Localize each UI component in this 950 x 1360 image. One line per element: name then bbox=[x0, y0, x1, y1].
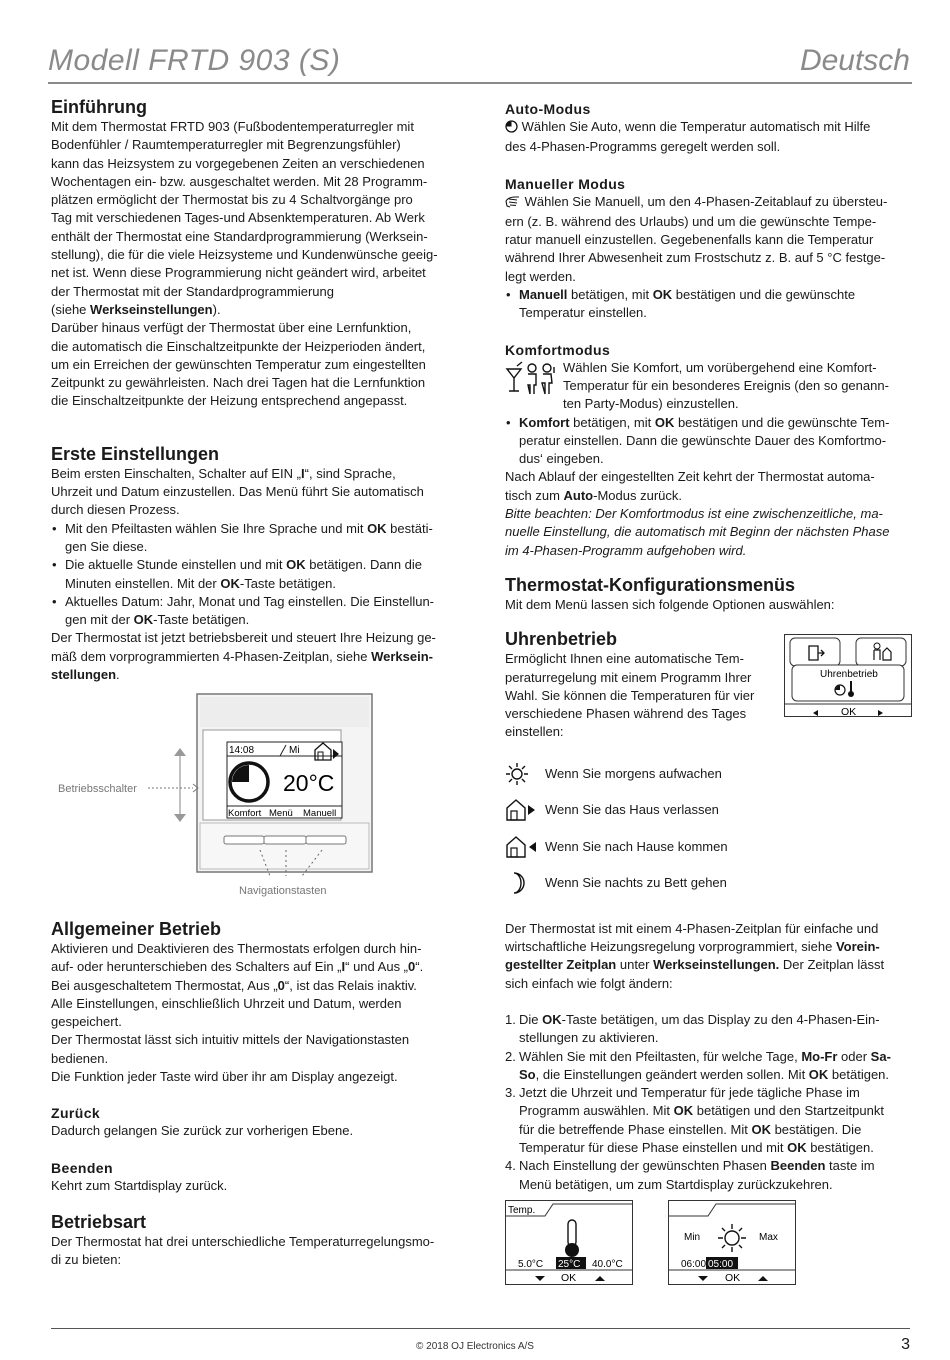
thermometer-icon bbox=[568, 1220, 576, 1246]
text-fragment: . bbox=[116, 667, 120, 683]
bold-fragment: OK bbox=[673, 1103, 694, 1119]
switch-arrow-down bbox=[174, 814, 186, 822]
steps-list bbox=[505, 1011, 905, 1194]
step-number: 4. bbox=[505, 1158, 516, 1174]
heading-komfortmodus: Komfortmodus bbox=[505, 341, 611, 358]
text-line: peraturregelung mit einem Programm Ihrer bbox=[505, 669, 752, 685]
bold-fragment: stellungen bbox=[51, 667, 117, 683]
text-line: Darüber hinaus verfügt der Thermostat über eine Lernfunktion, bbox=[51, 320, 412, 336]
text-fragment: unter bbox=[616, 957, 654, 973]
bold-fragment: OK bbox=[808, 1066, 829, 1082]
text-line: legt werden. bbox=[505, 268, 576, 284]
text-line: ratur manuell einzustellen. Gegebenenfalls kann die Temperatur bbox=[505, 232, 874, 248]
text-line: Der Thermostat hat drei unterschiedliche Temperaturregelungsmo- bbox=[51, 1233, 435, 1249]
text-line: des 4-Phasen-Programms geregelt werden soll. bbox=[505, 139, 781, 155]
erste-bullets bbox=[51, 520, 451, 630]
text-line: durch diesen Prozess. bbox=[51, 502, 180, 518]
text-line: Mit dem Thermostat FRTD 903 (Fußbodentemperaturregler mit bbox=[51, 119, 414, 134]
text-line: Der Thermostat ist jetzt betriebsbereit und steuert Ihre Heizung ge- bbox=[51, 630, 436, 646]
text-line: Bitte beachten: Der Komfortmodus ist eine zwischenzeitliche, ma- bbox=[505, 506, 883, 522]
screen-ok: OK bbox=[841, 706, 857, 718]
text-line: der Thermostat mit der Standardprogrammierung bbox=[51, 283, 334, 299]
device-top bbox=[200, 697, 369, 727]
bold-fragment: OK bbox=[787, 1139, 807, 1155]
bold-fragment: OK bbox=[652, 287, 673, 303]
text-fragment: bestätigen. bbox=[806, 1139, 874, 1155]
text-fragment: betätigen. Dann die bbox=[305, 557, 423, 573]
text-fragment: -Taste betätigen. bbox=[239, 575, 336, 591]
temp-min: 5.0°C bbox=[518, 1259, 544, 1270]
screen-tab-right bbox=[856, 638, 906, 666]
bold-fragment: Manuell bbox=[519, 287, 568, 303]
text-line: sich einfach wie folgt ändern: bbox=[505, 975, 673, 991]
temp-max: 40.0°C bbox=[592, 1259, 623, 1270]
phase-text: Wenn Sie nachts zu Bett gehen bbox=[545, 875, 727, 891]
text-fragment: betätigen. bbox=[828, 1066, 890, 1082]
bold-fragment: Beenden bbox=[770, 1158, 826, 1174]
step-number: 1. bbox=[505, 1011, 516, 1027]
text-fragment: (siehe bbox=[51, 301, 91, 317]
bold-fragment: 0 bbox=[408, 959, 416, 975]
text-line: Der Thermostat ist mit einem 4-Phasen-Zeitplan für einfache und bbox=[505, 920, 879, 936]
text-fragment: Minuten einstellen. Mit der bbox=[65, 575, 221, 591]
text-fragment: “ und Aus „ bbox=[345, 959, 409, 975]
text-fragment: betätigen, mit bbox=[569, 414, 655, 430]
bold-fragment: Werksein- bbox=[371, 648, 433, 664]
text-fragment: -Modus zurück. bbox=[593, 487, 682, 503]
screen-time: 14:08 bbox=[229, 745, 255, 756]
text-line: um ein Erreichen der gewünschten Temperatur zum eingestellten bbox=[51, 356, 426, 372]
text-fragment: für die betreffende Phase einstellen. Mit bbox=[519, 1121, 752, 1137]
text-fragment: dus‘ eingeben. bbox=[519, 451, 604, 467]
footer-rule bbox=[51, 1328, 910, 1329]
text-line: Wochentagen ein- bzw. ausgeschaltet werden. Mit 28 Programm- bbox=[51, 173, 428, 189]
device-buttons-area bbox=[200, 823, 369, 869]
text-line: Kehrt zum Startdisplay zurück. bbox=[51, 1177, 228, 1193]
text-fragment: Wählen Sie Manuell, um den 4-Phasen-Zeitablauf zu übersteu- bbox=[521, 193, 888, 209]
nav-button-middle bbox=[264, 836, 306, 844]
step-number: 3. bbox=[505, 1085, 516, 1101]
time-min-label: Min bbox=[684, 1232, 701, 1243]
text-fragment: Temperatur für diese Phase einstellen und mit bbox=[519, 1139, 788, 1155]
bold-fragment: I bbox=[301, 465, 305, 481]
nav-button-right bbox=[306, 836, 346, 844]
text-fragment: Aktuelles Datum: Jahr, Monat und Tag einstellen. Die Einstellun- bbox=[65, 593, 435, 609]
text-line: Bodenfühler / Raumtemperaturregler mit Begrenzungsfühler) bbox=[51, 137, 401, 153]
list-item bbox=[51, 556, 451, 593]
heading-manueller-modus: Manueller Modus bbox=[505, 175, 626, 192]
heading-zurueck: Zurück bbox=[51, 1105, 101, 1122]
text-fragment: mäß dem vorprogrammierten 4-Phasen-Zeitplan, siehe bbox=[51, 648, 372, 664]
bold-fragment: gestellter Zeitplan bbox=[505, 957, 617, 973]
text-fragment: -Taste betätigen, um das Display zu den 4-Phasen-Ein- bbox=[561, 1011, 880, 1027]
text-line: Alle Einstellungen, einschließlich Uhrzeit und Datum, werden bbox=[51, 995, 402, 1011]
phase-row bbox=[505, 865, 905, 902]
text-line: Ermöglicht Ihnen eine automatische Tem- bbox=[505, 651, 744, 667]
text-fragment: Die bbox=[519, 1011, 543, 1027]
einfuehrung-text bbox=[51, 118, 451, 411]
text-line bbox=[51, 977, 451, 995]
text-fragment: Die aktuelle Stunde einstellen und mit bbox=[65, 557, 287, 573]
phase-list bbox=[505, 756, 905, 902]
page-number: 3 bbox=[901, 1336, 910, 1353]
erste-text bbox=[51, 465, 451, 685]
text-fragment: Der Zeitplan lässt bbox=[779, 957, 885, 973]
text-line: Dadurch gelangen Sie zurück zur vorherigen Ebene. bbox=[51, 1123, 354, 1139]
bold-fragment: OK bbox=[542, 1011, 562, 1027]
bold-fragment: Komfort bbox=[519, 414, 570, 430]
text-line bbox=[51, 301, 451, 319]
phase-text: Wenn Sie morgens aufwachen bbox=[545, 765, 722, 781]
text-line: bedienen. bbox=[51, 1050, 109, 1066]
text-line: stellung), die für die viele Heizsysteme und Kundenwünsche geeig- bbox=[51, 247, 438, 263]
time-max-label: Max bbox=[759, 1232, 778, 1243]
text-fragment: betätigen, mit bbox=[567, 287, 653, 303]
bold-fragment: Sa- bbox=[870, 1048, 891, 1064]
text-line: ern (z. B. während des Urlaubs) und um die gewünschte Tempe- bbox=[505, 213, 877, 229]
heading-konfigurationsmenues: Thermostat-Konfigurationsmenüs bbox=[505, 574, 796, 595]
screen-day: Mi bbox=[289, 745, 300, 756]
switch-arrow-up bbox=[174, 748, 186, 756]
left-column bbox=[51, 96, 451, 684]
text-line: Mit dem Menü lassen sich folgende Optionen auswählen: bbox=[505, 596, 835, 612]
screen-menu-komfort: Komfort bbox=[228, 808, 262, 819]
screen-label: Uhrenbetrieb bbox=[820, 669, 878, 680]
text-fragment: ). bbox=[212, 301, 221, 317]
text-fragment: “, ist das Relais inaktiv. bbox=[284, 977, 417, 993]
temp-screen bbox=[505, 1200, 633, 1286]
screen-ok: OK bbox=[725, 1272, 741, 1284]
text-line: einstellen: bbox=[505, 724, 564, 740]
text-fragment: Wählen Sie Auto, wenn die Temperatur automatisch mit Hilfe bbox=[518, 119, 871, 134]
bold-fragment: So bbox=[519, 1066, 536, 1082]
text-line: die automatisch die Einschaltzeitpunkte der Heizperioden ändert, bbox=[51, 338, 426, 354]
screen-menu-menue: Menü bbox=[269, 808, 293, 819]
text-fragment: Beim ersten Einschalten, Schalter auf EIN „ bbox=[51, 465, 302, 481]
text-line: gespeichert. bbox=[51, 1014, 122, 1030]
text-line: Zeitpunkt zu gewährleisten. Nach drei Tagen hat die Lernfunktion bbox=[51, 375, 426, 391]
phase-row bbox=[505, 792, 905, 829]
bold-fragment: Werkseinstellungen. bbox=[653, 957, 780, 973]
list-item bbox=[51, 593, 451, 630]
text-fragment: auf- oder herunterschieben des Schalters auf Ein „ bbox=[51, 959, 342, 975]
list-item bbox=[505, 1157, 905, 1194]
text-fragment: gen Sie diese. bbox=[65, 538, 148, 554]
text-fragment: bestäti- bbox=[386, 520, 433, 536]
text-line: Tag mit verschiedenen Tages-und Absenktemperaturen. Ab Werk bbox=[51, 210, 425, 226]
heading-auto-modus: Auto-Modus bbox=[505, 101, 591, 117]
time-value: 05:00 bbox=[708, 1259, 734, 1270]
text-line bbox=[51, 648, 451, 666]
list-item bbox=[505, 1048, 905, 1085]
text-fragment: Jetzt die Uhrzeit und Temperatur für jede tägliche Phase im bbox=[519, 1085, 860, 1101]
bold-fragment: OK bbox=[367, 520, 387, 536]
bold-fragment: OK bbox=[654, 414, 675, 430]
text-fragment: stellungen zu aktivieren. bbox=[519, 1030, 659, 1046]
text-fragment: tisch zum bbox=[505, 487, 564, 503]
text-line bbox=[51, 666, 451, 684]
bold-fragment: Mo-Fr bbox=[801, 1048, 838, 1064]
text-line: im 4-Phasen-Programm aufgehoben wird. bbox=[505, 542, 747, 558]
moon-icon bbox=[505, 871, 545, 895]
text-fragment: “. bbox=[415, 959, 424, 975]
screen-temperature: 20°C bbox=[283, 770, 335, 796]
text-fragment: bestätigen. Die bbox=[770, 1121, 862, 1137]
text-line bbox=[505, 956, 905, 974]
text-line: Der Thermostat lässt sich intuitiv mittels der Navigationstasten bbox=[51, 1032, 410, 1048]
label-navigationstasten: Navigationstasten bbox=[239, 885, 327, 897]
list-item bbox=[51, 520, 451, 557]
text-line: nuelle Einstellung, die automatisch mit Beginn der nächsten Phase bbox=[505, 524, 890, 540]
heading-erste-einstellungen: Erste Einstellungen bbox=[51, 443, 220, 464]
phase-row bbox=[505, 756, 905, 793]
come-home-icon bbox=[505, 835, 545, 859]
list-item bbox=[505, 286, 905, 323]
text-fragment: Menü betätigen, um zum Startdisplay zurückzukehren. bbox=[519, 1176, 833, 1192]
list-item bbox=[505, 414, 905, 469]
heading-allgemeiner-betrieb: Allgemeiner Betrieb bbox=[51, 919, 222, 939]
party-icon bbox=[505, 361, 561, 400]
bold-fragment: I bbox=[341, 959, 346, 975]
text-line: Nach Ablauf der eingestellten Zeit kehrt der Thermostat automa- bbox=[505, 469, 875, 485]
text-fragment: Programm auswählen. Mit bbox=[519, 1103, 674, 1119]
bold-fragment: Werkseinstellungen bbox=[90, 301, 213, 317]
footer-copyright: © 2018 OJ Electronics A/S bbox=[416, 1341, 534, 1352]
plan-text bbox=[505, 920, 905, 993]
text-line: kann das Heizsystem zu vorgegebenen Zeiten an verschiedenen bbox=[51, 155, 425, 171]
sun-icon bbox=[505, 762, 545, 786]
clock-icon bbox=[505, 120, 518, 138]
hand-icon bbox=[505, 195, 521, 213]
text-fragment: “, sind Sprache, bbox=[304, 465, 396, 481]
header-language: Deutsch bbox=[799, 44, 910, 77]
heading-uhrenbetrieb: Uhrenbetrieb bbox=[505, 629, 618, 650]
text-fragment: taste im bbox=[825, 1158, 875, 1174]
bold-fragment: OK bbox=[133, 612, 154, 628]
text-fragment: gen mit der bbox=[65, 612, 134, 628]
text-line: Wählen Sie Komfort, um vorübergehend eine Komfort- bbox=[563, 359, 877, 375]
text-line bbox=[505, 938, 905, 956]
text-line bbox=[505, 487, 905, 505]
text-fragment: wirtschaftliche Heizungsregelung vorprogrammiert, siehe bbox=[505, 939, 836, 955]
thermometer-bulb bbox=[848, 691, 854, 697]
text-line: ten Party-Modus) einzustellen. bbox=[563, 396, 739, 412]
text-line: di zu bieten: bbox=[51, 1252, 122, 1268]
time-start: 06:00 bbox=[681, 1259, 707, 1270]
text-line bbox=[505, 118, 905, 138]
text-fragment: Bei ausgeschaltetem Thermostat, Aus „ bbox=[51, 977, 278, 993]
uhrenbetrieb-screen bbox=[784, 634, 912, 718]
screen-ok: OK bbox=[561, 1272, 577, 1284]
bold-fragment: OK bbox=[220, 575, 240, 591]
text-fragment: Wählen Sie mit den Pfeiltasten, für welche Tage, bbox=[519, 1048, 802, 1064]
text-line: Uhrzeit und Datum einzustellen. Das Menü führt Sie automatisch bbox=[51, 484, 424, 500]
bold-fragment: 0 bbox=[277, 977, 285, 993]
screen-tab-left bbox=[790, 638, 840, 666]
komfort-bullets bbox=[505, 414, 905, 469]
left-column-lower bbox=[51, 918, 451, 1270]
text-fragment: Temperatur einstellen. bbox=[519, 305, 647, 321]
text-fragment: bestätigen und die gewünschte bbox=[672, 287, 856, 303]
list-item bbox=[505, 1084, 905, 1157]
phase-row bbox=[505, 829, 905, 866]
header-title: Modell FRTD 903 (S) bbox=[48, 44, 341, 77]
text-line bbox=[51, 958, 451, 976]
bold-fragment: OK bbox=[286, 557, 306, 573]
heading-betriebsart: Betriebsart bbox=[51, 1211, 147, 1232]
text-line: verschiedene Phasen während des Tages bbox=[505, 706, 747, 722]
text-line: net ist. Wenn diese Programmierung nicht geändert wird, arbeitet bbox=[51, 265, 426, 281]
phase-text: Wenn Sie das Haus verlassen bbox=[545, 802, 719, 818]
bold-fragment: Vorein- bbox=[835, 939, 880, 955]
heading-beenden: Beenden bbox=[51, 1159, 113, 1176]
text-line: plätzen ermöglicht der Thermostat bis zu 4 Schaltvorgänge pro bbox=[51, 192, 413, 208]
bold-fragment: Auto bbox=[563, 487, 594, 503]
text-line bbox=[51, 465, 451, 483]
temp-value: 25°C bbox=[558, 1259, 581, 1270]
manuell-bullets bbox=[505, 286, 905, 323]
label-betriebsschalter: Betriebsschalter bbox=[58, 783, 137, 795]
thermometer-bulb bbox=[565, 1243, 579, 1257]
text-fragment: , die Einstellungen geändert werden sollen. Mit bbox=[535, 1066, 809, 1082]
time-screen bbox=[668, 1200, 796, 1286]
text-line: Aktivieren und Deaktivieren des Thermostats erfolgen durch hin- bbox=[51, 941, 422, 956]
text-line: enthält der Thermostat eine Standardprogrammierung (Werksein- bbox=[51, 228, 428, 244]
text-fragment: Mit den Pfeiltasten wählen Sie Ihre Sprache und mit bbox=[65, 520, 368, 536]
text-fragment: Nach Einstellung der gewünschten Phasen bbox=[519, 1158, 771, 1174]
text-line: die Einschaltzeitpunkte der Heizung entsprechend angepasst. bbox=[51, 393, 408, 409]
thermostat-drawing bbox=[50, 690, 450, 900]
text-fragment: oder bbox=[837, 1048, 871, 1064]
screen-menu-manuell: Manuell bbox=[303, 808, 337, 819]
text-line: Temperatur für ein besonderes Ereignis (den so genann- bbox=[563, 377, 889, 393]
text-fragment: betätigen und den Startzeitpunkt bbox=[693, 1103, 884, 1119]
text-line: Wahl. Sie können die Temperaturen für vier bbox=[505, 687, 755, 703]
thermostat-illustration bbox=[50, 690, 450, 900]
text-line: Die Funktion jeder Taste wird über ihr am Display angezeigt. bbox=[51, 1069, 398, 1085]
text-fragment: -Taste betätigen. bbox=[153, 612, 250, 628]
bold-fragment: OK bbox=[751, 1121, 771, 1137]
komfort-intro bbox=[505, 359, 905, 414]
phase-text: Wenn Sie nach Hause kommen bbox=[545, 838, 728, 854]
nav-button-left bbox=[224, 836, 264, 844]
text-line: während Ihrer Abwesenheit zum Frostschutz z. B. auf 5 °C festge- bbox=[505, 250, 886, 266]
text-fragment: peratur einstellen. Dann die gewünschte Dauer des Komfortmo- bbox=[519, 432, 887, 448]
step-number: 2. bbox=[505, 1048, 516, 1064]
leave-home-icon bbox=[505, 798, 545, 822]
header-rule bbox=[48, 82, 912, 84]
list-item bbox=[505, 1011, 905, 1048]
text-fragment: bestätigen und die gewünschte Tem- bbox=[674, 414, 890, 430]
text-line bbox=[505, 193, 905, 213]
heading-einfuehrung: Einführung bbox=[51, 97, 147, 117]
screen-title: Temp. bbox=[508, 1205, 536, 1216]
